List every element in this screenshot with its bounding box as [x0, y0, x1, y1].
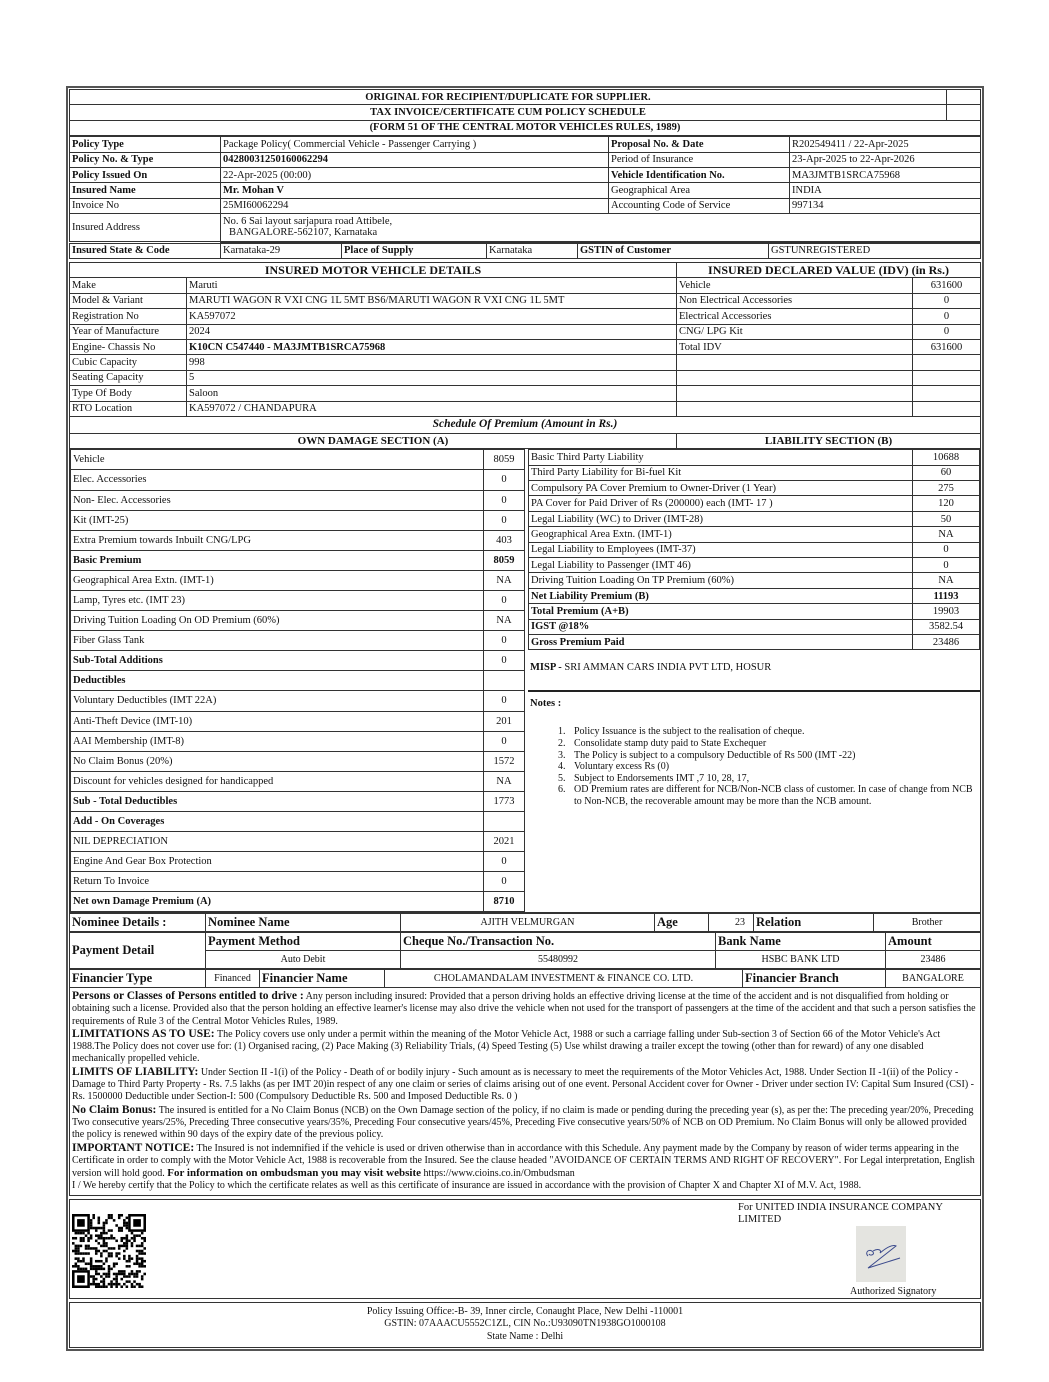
od-label: Driving Tuition Loading On OD Premium (60%) — [71, 611, 484, 631]
financier-branch-label: Financier Branch — [743, 969, 886, 987]
issued-value: 22-Apr-2025 (00:00) — [221, 167, 609, 182]
liability-row — [529, 558, 980, 573]
notes-list — [530, 726, 978, 807]
od-label: Fiber Glass Tank — [71, 631, 484, 651]
liability-label: Legal Liability to Employees (IMT-37) — [529, 542, 913, 557]
state-value: Karnataka-29 — [221, 243, 342, 258]
liability-value: 19903 — [913, 604, 980, 619]
address-line-2: BANGALORE-562107, Karnataka — [229, 227, 378, 239]
policy-document — [66, 86, 984, 1351]
invoice-label: Invoice No — [70, 198, 221, 213]
financier-type-value: Financed — [206, 969, 260, 987]
od-label: Deductibles — [71, 671, 484, 691]
vehicle-value: KA597072 / CHANDAPURA — [187, 401, 677, 416]
od-label: Voluntary Deductibles (IMT 22A) — [71, 691, 484, 711]
policy-no-value: 04280031250160062294 — [221, 152, 609, 167]
txn-value: 55480992 — [401, 950, 716, 968]
liability-label: PA Cover for Paid Driver of Rs (200000) each (IMT- 17 ) — [529, 496, 913, 511]
od-value: 0 — [484, 691, 525, 711]
liability-row — [529, 573, 980, 588]
liability-value: 3582.54 — [913, 619, 980, 634]
own-damage-row — [71, 611, 525, 631]
issuing-office: Policy Issuing Office:-B- 39, Inner circle, Conaught Place, New Delhi -110001 — [366, 1305, 684, 1317]
liability-value: 120 — [913, 496, 980, 511]
policy-type-value: Package Policy( Commercial Vehicle - Passenger Carrying ) — [221, 137, 609, 152]
vehicle-value: 2024 — [187, 324, 677, 339]
nominee-payment-table — [69, 912, 981, 932]
liability-row — [529, 496, 980, 511]
liability-row — [529, 635, 980, 650]
vehicle-row — [70, 370, 981, 385]
idv-title: INSURED DECLARED VALUE (IDV) (in Rs.) — [677, 263, 981, 278]
liability-label: Legal Liability (WC) to Driver (IMT-28) — [529, 511, 913, 526]
od-value: 1773 — [484, 791, 525, 811]
financier-branch-value: BANGALORE — [886, 969, 981, 987]
od-label: Anti-Theft Device (IMT-10) — [71, 711, 484, 731]
own-damage-row — [71, 470, 525, 490]
idv-label: Vehicle — [677, 278, 913, 293]
own-damage-row — [71, 892, 525, 912]
nominee-age-label: Age — [655, 913, 709, 931]
idv-label: Total IDV — [677, 339, 913, 354]
note-item: 4. Voluntary excess Rs (0) — [568, 761, 978, 773]
od-value: 0 — [484, 872, 525, 892]
financier-name-label: Financier Name — [260, 969, 385, 987]
liability-value: NA — [913, 527, 980, 542]
od-label: Discount for vehicles designed for handicapped — [71, 771, 484, 791]
idv-value: 0 — [913, 309, 981, 324]
notes-label: Notes : — [530, 698, 562, 710]
terms-persons — [72, 990, 978, 1028]
payment-table — [69, 932, 981, 969]
terms-ncb-text: The insured is entitled for a No Claim Bonus (NCB) on the Own Damage section of the policy, if no claim is made or pending during the preceding year (s), as per the: The preceding year/20%, Preceding Two consecutive years/25%, Preceding Three consecutive years/35%, Preceding Four consecutive years/45%, Preceding Five consecutive years/50% of NCB on OD Premium. No Claim Bonus will only be allowed provided the policy is renewed within 90 days of the expiry date of the previous policy. — [72, 1104, 974, 1141]
liability-value: 60 — [913, 465, 980, 480]
vehicle-row — [70, 355, 981, 370]
liability-label: Third Party Liability for Bi-fuel Kit — [529, 465, 913, 480]
supply-label: Place of Supply — [342, 243, 487, 258]
footer — [69, 1302, 981, 1349]
liability-label: Driving Tuition Loading On TP Premium (60%) — [529, 573, 913, 588]
vehicle-value: Maruti — [187, 278, 677, 293]
vehicle-row — [70, 386, 981, 401]
own-damage-row — [71, 791, 525, 811]
nominee-details-label: Nominee Details : — [70, 913, 206, 931]
liability-row — [529, 465, 980, 480]
state-name: State Name : Delhi — [486, 1330, 564, 1342]
vin-value: MA3JMTB1SRCA75968 — [790, 167, 981, 182]
own-damage-row — [71, 590, 525, 610]
proposal-value: R202549411 / 22-Apr-2025 — [790, 137, 981, 152]
od-label: Lamp, Tyres etc. (IMT 23) — [71, 590, 484, 610]
financier-table — [69, 969, 981, 988]
liability-title: LIABILITY SECTION (B) — [677, 433, 981, 448]
own-damage-row — [71, 711, 525, 731]
acc-code-label: Accounting Code of Service — [609, 198, 790, 213]
od-label: Net own Damage Premium (A) — [71, 892, 484, 912]
terms-liability-title: LIMITS OF LIABILITY: — [72, 1065, 199, 1078]
misp-box — [528, 650, 980, 692]
header-line-3: (FORM 51 OF THE CENTRAL MOTOR VEHICLES RULES, 1989) — [70, 120, 981, 135]
amount-value: 23486 — [886, 950, 981, 968]
signature-icon — [856, 1226, 906, 1282]
terms-notice — [72, 1142, 978, 1181]
liability-label: Gross Premium Paid — [529, 635, 913, 650]
own-damage-row — [71, 771, 525, 791]
idv-label: Non Electrical Accessories — [677, 293, 913, 308]
own-damage-row — [71, 751, 525, 771]
proposal-label: Proposal No. & Date — [609, 137, 790, 152]
signature-image — [856, 1226, 906, 1282]
note-item: 1. Policy Issuance is the subject to the realisation of cheque. — [568, 726, 978, 738]
od-label: Sub - Total Deductibles — [71, 791, 484, 811]
terms-notice-text: The Insured is not indemnified if the vehicle is used or driven otherwise than in accordance with this Schedule. Any payment made by the Company by reason of wider terms appearing in the Certificate in order to comply with the Motor Vehicle Act, 1988 is recoverable from the Insured. See the clause headed "AVOIDANCE OF CERTAIN TERMS AND RIGHT OF RECOVERY". For Legal interpretation, English version will hold good. — [72, 1142, 975, 1180]
liability-row — [529, 588, 980, 603]
txn-label: Cheque No./Transaction No. — [401, 932, 716, 950]
nominee-age-value: 23 — [709, 913, 754, 931]
state-label: Insured State & Code — [70, 243, 221, 258]
vehicle-value: 998 — [187, 355, 677, 370]
od-value: 0 — [484, 731, 525, 751]
own-damage-row — [71, 852, 525, 872]
liability-label: Total Premium (A+B) — [529, 604, 913, 619]
liability-value: NA — [913, 573, 980, 588]
idv-label: CNG/ LPG Kit — [677, 324, 913, 339]
vehicle-label: Year of Manufacture — [70, 324, 187, 339]
insured-name-value: Mr. Mohan V — [221, 183, 609, 198]
note-item: 6. OD Premium rates are different for NCB/Non-NCB class of customer. In case of change from NCB to Non-NCB, the recoverable amount may be more than the NCB amount. — [568, 784, 978, 807]
vehicle-label: RTO Location — [70, 401, 187, 416]
od-value: 1572 — [484, 751, 525, 771]
vehicle-value: 5 — [187, 370, 677, 385]
nominee-name-label: Nominee Name — [206, 913, 401, 931]
liability-row — [529, 450, 980, 465]
insured-name-label: Insured Name — [70, 183, 221, 198]
liability-value: 0 — [913, 542, 980, 557]
nominee-relation-label: Relation — [754, 913, 874, 931]
vehicle-value: K10CN C547440 - MA3JMTB1SRCA75968 — [187, 339, 677, 354]
od-label: Non- Elec. Accessories — [71, 490, 484, 510]
idv-value: 631600 — [913, 278, 981, 293]
od-value: 0 — [484, 631, 525, 651]
financier-name-value: CHOLAMANDALAM INVESTMENT & FINANCE CO. LTD. — [385, 969, 743, 987]
liability-value: 50 — [913, 511, 980, 526]
gstin-label: GSTIN of Customer — [578, 243, 769, 258]
own-damage-row — [71, 570, 525, 590]
vehicle-label: Model & Variant — [70, 293, 187, 308]
liability-section — [525, 449, 981, 912]
nominee-name-value: AJITH VELMURGAN — [401, 913, 655, 931]
own-damage-table — [70, 449, 525, 912]
terms-limitations — [72, 1028, 978, 1066]
terms-ncb — [72, 1104, 978, 1142]
liability-row — [529, 481, 980, 496]
terms-certify: I / We hereby certify that the Policy to which the certificate relates as well as this certificate of insurance are issued in accordance with the provision of Chapter X and Chapter XI of M.V. Act, 1988. — [72, 1180, 862, 1192]
terms-notice-title: IMPORTANT NOTICE: — [72, 1141, 195, 1154]
ombudsman-title: For information on ombudsman you may visit website — [167, 1167, 422, 1180]
od-label: Sub-Total Additions — [71, 651, 484, 671]
vehicle-value: KA597072 — [187, 309, 677, 324]
note-item: 2. Consolidate stamp duty paid to State Exchequer — [568, 738, 978, 750]
vehicle-label: Make — [70, 278, 187, 293]
liability-row — [529, 527, 980, 542]
financier-type-label: Financier Type — [70, 969, 206, 987]
idv-value: 631600 — [913, 339, 981, 354]
vehicle-label: Seating Capacity — [70, 370, 187, 385]
ombudsman-link[interactable]: https://www.cioins.co.in/Ombudsman — [423, 1168, 575, 1180]
vehicle-row — [70, 324, 981, 339]
od-value: 0 — [484, 852, 525, 872]
qr-code-icon — [72, 1214, 146, 1288]
od-label: Add - On Coverages — [71, 812, 484, 832]
payment-detail-label: Payment Detail — [70, 932, 206, 968]
liability-label: Compulsory PA Cover Premium to Owner-Driver (1 Year) — [529, 481, 913, 496]
geo-area-label: Geographical Area — [609, 183, 790, 198]
terms-limitations-title: LIMITATIONS AS TO USE: — [72, 1027, 215, 1040]
own-damage-row — [71, 631, 525, 651]
liability-label: Net Liability Premium (B) — [529, 588, 913, 603]
liability-table — [528, 449, 980, 650]
vehicle-details-title: INSURED MOTOR VEHICLE DETAILS — [70, 263, 677, 278]
liability-label: Legal Liability to Passenger (IMT 46) — [529, 558, 913, 573]
od-value: 8710 — [484, 892, 525, 912]
od-value: 8059 — [484, 550, 525, 570]
address-label: Insured Address — [70, 214, 221, 242]
od-label: AAI Membership (IMT-8) — [71, 731, 484, 751]
liability-value: 10688 — [913, 450, 980, 465]
liability-label: IGST @18% — [529, 619, 913, 634]
liability-row — [529, 604, 980, 619]
bank-label: Bank Name — [716, 932, 886, 950]
liability-value: 0 — [913, 558, 980, 573]
vehicle-label: Registration No — [70, 309, 187, 324]
invoice-value: 25MI60062294 — [221, 198, 609, 213]
od-value: 0 — [484, 590, 525, 610]
idv-value: 0 — [913, 293, 981, 308]
vehicle-label: Engine- Chassis No — [70, 339, 187, 354]
terms-liability — [72, 1066, 978, 1104]
own-damage-row — [71, 510, 525, 530]
note-item: 5. Subject to Endorsements IMT ,7 10, 28, 17, — [568, 773, 978, 785]
policy-no-label: Policy No. & Type — [70, 152, 221, 167]
liability-row — [529, 542, 980, 557]
vehicle-row — [70, 293, 981, 308]
od-label: Basic Premium — [71, 550, 484, 570]
vehicle-label: Type Of Body — [70, 386, 187, 401]
address-line-1: No. 6 Sai layout sarjapura road Attibele, — [223, 215, 393, 227]
terms-ncb-title: No Claim Bonus: — [72, 1103, 157, 1116]
od-value: 8059 — [484, 450, 525, 470]
liability-label: Geographical Area Extn. (IMT-1) — [529, 527, 913, 542]
od-value: NA — [484, 570, 525, 590]
od-label: NIL DEPRECIATION — [71, 832, 484, 852]
own-damage-title: OWN DAMAGE SECTION (A) — [70, 433, 677, 448]
notes-box — [528, 692, 980, 807]
bank-value: HSBC BANK LTD — [716, 950, 886, 968]
amount-label: Amount — [886, 932, 981, 950]
vin-label: Vehicle Identification No. — [609, 167, 790, 182]
nominee-relation-value: Brother — [874, 913, 981, 931]
address-value — [221, 214, 981, 242]
misp-label: MISP - — [530, 662, 562, 674]
period-value: 23-Apr-2025 to 22-Apr-2026 — [790, 152, 981, 167]
od-value: 0 — [484, 490, 525, 510]
payment-method-value: Auto Debit — [206, 950, 401, 968]
idv-label: Electrical Accessories — [677, 309, 913, 324]
idv-value: 0 — [913, 324, 981, 339]
policy-info-table — [69, 136, 981, 242]
liability-value: 23486 — [913, 635, 980, 650]
office-gstin: GSTIN: 07AAACU5552C1ZL, CIN No.:U93090TN1938GO1000108 — [384, 1318, 666, 1330]
vehicle-row — [70, 401, 981, 416]
od-value: 201 — [484, 711, 525, 731]
od-value: 0 — [484, 651, 525, 671]
payment-method-label: Payment Method — [206, 932, 401, 950]
acc-code-value: 997134 — [790, 198, 981, 213]
od-value — [484, 812, 525, 832]
state-supply-table — [69, 243, 981, 259]
liability-label: Basic Third Party Liability — [529, 450, 913, 465]
vehicle-value: Saloon — [187, 386, 677, 401]
own-damage-row — [71, 731, 525, 751]
own-damage-section — [69, 449, 525, 912]
liability-row — [529, 619, 980, 634]
own-damage-row — [71, 872, 525, 892]
terms-persons-title: Persons or Classes of Persons entitled to drive : — [72, 989, 304, 1002]
od-value: NA — [484, 611, 525, 631]
liability-value: 275 — [913, 481, 980, 496]
schedule-title: Schedule Of Premium (Amount in Rs.) — [70, 416, 981, 433]
terms-persons-text: Any person including insured: Provided that a person driving holds an effective driving license at the time of the accident and is not disqualified from holding or obtaining such a license. Provided also that the person holding an effective learner's license may also drive the vehicle when not used for the transport of passengers at the time of the accident and that such a person satisfies the requirements of Rule 3 of the Central Motor Vehicles Rules, 1989. — [72, 990, 976, 1027]
document-header — [69, 89, 981, 136]
od-label: Engine And Gear Box Protection — [71, 852, 484, 872]
od-label: Geographical Area Extn. (IMT-1) — [71, 570, 484, 590]
supply-value: Karnataka — [487, 243, 578, 258]
od-label: Return To Invoice — [71, 872, 484, 892]
od-value: 403 — [484, 530, 525, 550]
own-damage-row — [71, 490, 525, 510]
header-line-2: TAX INVOICE/CERTIFICATE CUM POLICY SCHEDULE — [70, 105, 947, 120]
note-item: 3. The Policy is subject to a compulsory Deductible of Rs 500 (IMT -22) — [568, 750, 978, 762]
vehicle-row — [70, 309, 981, 324]
signature-block — [69, 1199, 981, 1299]
liability-row — [529, 511, 980, 526]
header-line-1: ORIGINAL FOR RECIPIENT/DUPLICATE FOR SUPPLIER. — [70, 90, 947, 105]
od-label: Vehicle — [71, 450, 484, 470]
od-label: Kit (IMT-25) — [71, 510, 484, 530]
authorized-signatory-label: Authorized Signatory — [850, 1285, 937, 1297]
own-damage-row — [71, 530, 525, 550]
vehicle-row — [70, 339, 981, 354]
liability-value: 11193 — [913, 588, 980, 603]
terms-block — [69, 988, 981, 1196]
vehicle-row — [70, 278, 981, 293]
od-value — [484, 671, 525, 691]
own-damage-row — [71, 651, 525, 671]
vehicle-value: MARUTI WAGON R VXI CNG 1L 5MT BS6/MARUTI WAGON R VXI CNG 1L 5MT — [187, 293, 677, 308]
own-damage-row — [71, 550, 525, 570]
gstin-value: GSTUNREGISTERED — [769, 243, 981, 258]
terms-liability-text: Under Section II -1(i) of the Policy - Death of or bodily injury - Such amount as is necessary to meet the requirements of the Motor Vehicles Act, 1988. Under Section II -1(ii) of the Policy - Damage to Third Party Property - Rs. 7.5 lakhs (as per IMT 20)in respect of any one claim or series of claims arising out of one event. Personal Accident cover for Owner - Driver under section IV: Capital Sum Insured (CSI) - Rs. 1500000 Deductible under Section-I: 500 (Compulsory Deductible Rs. 500 and Imposed Deductible Rs. 0 ) — [72, 1066, 974, 1103]
own-damage-row — [71, 812, 525, 832]
issued-label: Policy Issued On — [70, 167, 221, 182]
period-label: Period of Insurance — [609, 152, 790, 167]
vehicle-label: Cubic Capacity — [70, 355, 187, 370]
od-label: Extra Premium towards Inbuilt CNG/LPG — [71, 530, 484, 550]
own-damage-row — [71, 832, 525, 852]
od-label: Elec. Accessories — [71, 470, 484, 490]
od-value: 0 — [484, 470, 525, 490]
own-damage-row — [71, 671, 525, 691]
od-value: NA — [484, 771, 525, 791]
geo-area-value: INDIA — [790, 183, 981, 198]
policy-type-label: Policy Type — [70, 137, 221, 152]
own-damage-row — [71, 450, 525, 470]
own-damage-row — [71, 691, 525, 711]
od-value: 2021 — [484, 832, 525, 852]
od-value: 0 — [484, 510, 525, 530]
terms-limitations-text: The Policy covers use only under a permit within the meaning of the Motor Vehicle Act, 1988 or such a carriage falling under Sub-section 3 of Section 66 of the Motor Vehicle's Act 1988.The Policy does not cover use for: (1) Organised racing, (2) Pace Making (3) Reliability Trials, (4) Speed Testing (5) Use whilst drawing a trailer except the towing (other than for reward) of any one disabled mechanically propelled vehicle. — [72, 1028, 941, 1065]
vehicle-idv-table — [69, 262, 981, 449]
od-label: No Claim Bonus (20%) — [71, 751, 484, 771]
misp-value: SRI AMMAN CARS INDIA PVT LTD, HOSUR — [564, 662, 772, 674]
company-name: For UNITED INDIA INSURANCE COMPANY LIMITED — [738, 1201, 943, 1226]
premium-sections — [69, 449, 981, 912]
